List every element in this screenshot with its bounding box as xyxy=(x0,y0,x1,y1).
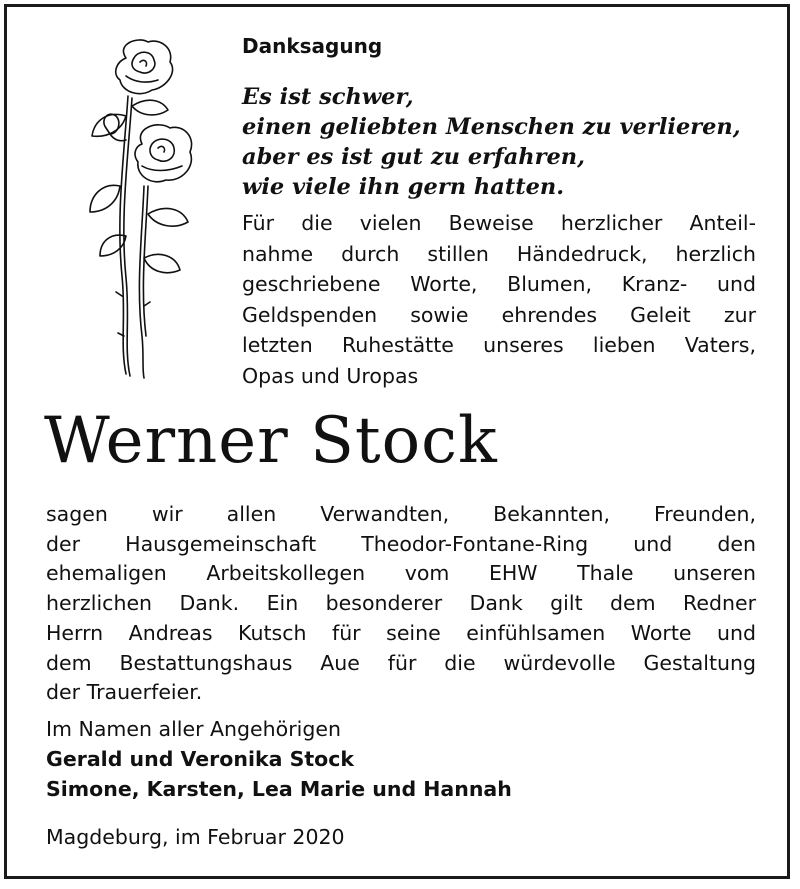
poem-line: wie viele ihn gern hatten. xyxy=(242,174,565,200)
intro-line: Opas und Uropas xyxy=(242,363,419,388)
thanks-line: Herrn Andreas Kutsch für seine einfühlsamen Worte und xyxy=(46,620,756,645)
place-date: Magdeburg, im Februar 2020 xyxy=(46,825,345,849)
signature-intro: Im Namen aller Angehörigen xyxy=(46,717,341,741)
signature-names-2: Simone, Karsten, Lea Marie und Hannah xyxy=(46,777,512,801)
thanks-line: der Hausgemeinschaft Theodor-Fontane-Ring und den xyxy=(46,531,756,556)
deceased-name: Werner Stock xyxy=(44,404,498,478)
thanks-line: sagen wir allen Verwandten, Bekannten, Freunden, xyxy=(46,502,756,526)
poem-line: Es ist schwer, xyxy=(242,84,414,110)
notice-heading: Danksagung xyxy=(242,34,383,58)
thanks-paragraph xyxy=(46,500,756,708)
poem xyxy=(242,82,762,202)
poem-line: einen geliebten Menschen zu verlieren, xyxy=(242,114,741,140)
thanks-line: ehemaligen Arbeitskollegen vom EHW Thale unseren xyxy=(46,561,756,586)
intro-line: letzten Ruhestätte unseres lieben Vaters, xyxy=(242,333,756,357)
poem-line: aber es ist gut zu erfahren, xyxy=(242,144,586,170)
thanks-line: herzlichen Dank. Ein besonderer Dank gilt dem Redner xyxy=(46,591,756,616)
intro-line: nahme durch stillen Händedruck, herzlich xyxy=(242,241,756,266)
signature-block xyxy=(46,714,512,804)
signature-names-1: Gerald und Veronika Stock xyxy=(46,747,355,771)
intro-paragraph xyxy=(242,208,756,391)
rose-icon xyxy=(86,36,206,381)
thanks-line: dem Bestattungshaus Aue für die würdevolle Gestaltung xyxy=(46,650,756,675)
thanks-line: der Trauerfeier. xyxy=(46,680,203,705)
intro-line: Geldspenden sowie ehrendes Geleit zur xyxy=(242,302,756,327)
intro-line: geschriebene Worte, Blumen, Kranz- und xyxy=(242,272,756,296)
intro-line: Für die vielen Beweise herzlicher Anteil- xyxy=(242,211,756,235)
